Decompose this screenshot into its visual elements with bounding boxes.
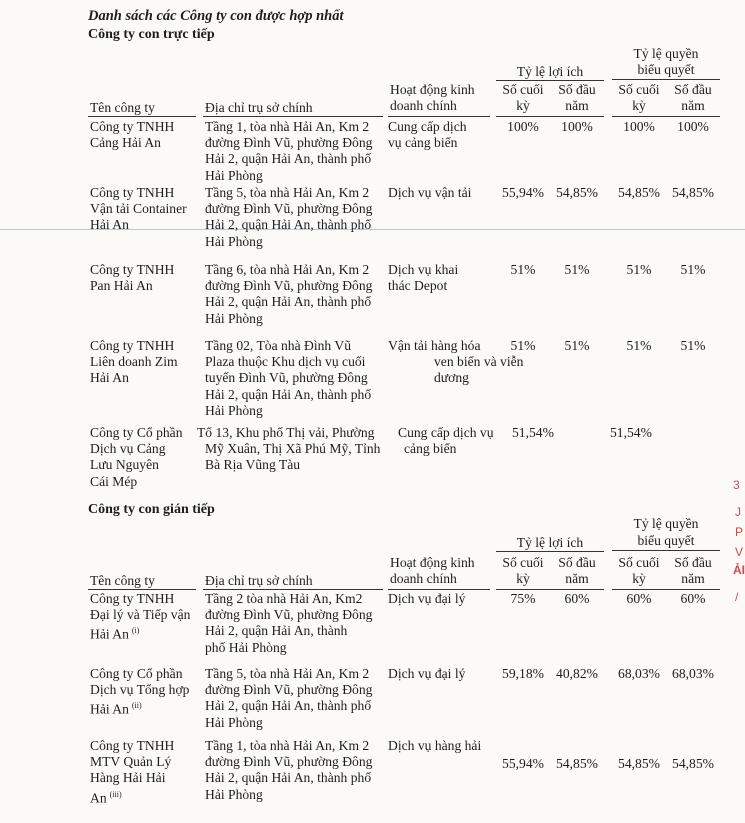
header-end-period: Số cuối [502, 82, 544, 97]
company-name-line: Cái Mép [90, 473, 138, 489]
header-end-period-2: kỳ [516, 98, 530, 113]
header-end-period-2: kỳ [632, 98, 646, 113]
address-line: Tầng 1, tòa nhà Hải An, Km 2 [205, 738, 370, 753]
percent-value: 51% [626, 338, 652, 353]
percent-value: 60% [564, 591, 590, 606]
address-line: Hải 2, quận Hải An, thành phố [205, 294, 372, 310]
address-line: Hải Phòng [205, 167, 263, 183]
company-name-line: Hải An [90, 370, 129, 386]
section-heading-indirect: Công ty con gián tiếp [88, 502, 215, 517]
header-end-period: Số cuối [502, 555, 544, 570]
company-name-line: Liên doanh Zim [90, 354, 178, 370]
company-name-line: Pan Hải An [90, 278, 153, 294]
address-line: Hải 2, quận Hải An, thành phố [205, 770, 372, 786]
header-interest: Tỷ lệ lợi ích [516, 64, 584, 79]
page-title: Danh sách các Công ty con được hợp nhất [88, 8, 344, 24]
percent-value: 51% [680, 338, 706, 353]
company-name-line: Hải An $^{(i)}$ [90, 626, 140, 642]
header-underline [612, 116, 720, 117]
percent-value: 54,85% [556, 756, 598, 771]
company-name-line: Công ty TNHH [90, 591, 175, 606]
percent-value: 60% [680, 591, 706, 606]
address-line: Plaza thuộc Khu dịch vụ cuối [205, 354, 366, 370]
activity-line: Vận tải hàng hóa [388, 338, 481, 353]
address-line: đường Đình Vũ, phường Đông [205, 607, 373, 623]
header-voting-line1: Tỷ lệ quyền [633, 46, 699, 61]
stamp-fragment: ẢI [733, 563, 745, 577]
footnote-marker: (i) [131, 626, 140, 636]
activity-line: vụ cảng biển [388, 135, 458, 151]
percent-value: 100% [623, 119, 655, 134]
header-activity-line2: doanh chính [390, 571, 457, 586]
company-name-line: Đại lý và Tiếp vận [90, 607, 191, 623]
address-line: Hải 2, quận Hải An, thành phố [205, 217, 372, 233]
company-name-line: Công ty Cổ phần [90, 425, 183, 440]
header-voting-line2: biểu quyết [637, 62, 695, 77]
header-end-period-2: kỳ [516, 571, 530, 586]
activity-line: dương [434, 370, 469, 386]
percent-value: 59,18% [502, 666, 544, 681]
footnote-marker: (iii) [109, 789, 122, 799]
header-underline [496, 589, 604, 590]
header-underline [496, 80, 604, 81]
header-interest: Tỷ lệ lợi ích [516, 535, 584, 550]
percent-value: 100% [677, 119, 709, 134]
address-line: đường Đình Vũ, phường Đông [205, 135, 373, 151]
percent-value: 54,85% [672, 185, 714, 200]
stamp-fragment: P [735, 525, 744, 539]
address-line: Hải Phòng [205, 233, 263, 249]
header-begin-year-2: năm [681, 571, 705, 586]
activity-line: thác Depot [388, 278, 448, 294]
company-name-line: Vận tải Container [90, 201, 187, 217]
address-line: Hải 2, quận Hải An, thành phố [205, 151, 372, 167]
address-line: Tầng 2 tòa nhà Hải An, Km2 [205, 591, 363, 606]
activity-line: Dịch vụ vận tải [388, 185, 472, 200]
percent-value: 51,54% [512, 425, 554, 440]
stamp-fragment: J [735, 505, 741, 519]
percent-value: 51% [510, 262, 536, 277]
stamp-fragment: / [735, 590, 739, 604]
activity-line: Dịch vụ khai [388, 262, 459, 277]
percent-value: 60% [626, 591, 652, 606]
address-line: Hải 2, quận Hải An, thành phố [205, 698, 372, 714]
company-name-line: Cảng Hải An [90, 135, 161, 151]
address-line: Hải Phòng [205, 310, 263, 326]
header-company-name: Tên công ty [90, 573, 155, 588]
section-heading-direct: Công ty con trực tiếp [88, 27, 215, 42]
activity-line: Dịch vụ hàng hải [388, 738, 482, 753]
percent-value: 100% [561, 119, 593, 134]
percent-value: 51% [510, 338, 536, 353]
address-line: tuyến Đình Vũ, phường Đông [205, 370, 368, 386]
activity-line: Cung cấp dịch [388, 119, 467, 134]
header-begin-year: Số đầu [558, 555, 596, 570]
percent-value: 51% [626, 262, 652, 277]
company-name-line: Công ty TNHH [90, 738, 175, 753]
percent-value: 51% [564, 262, 590, 277]
activity-line: Dịch vụ đại lý [388, 591, 466, 606]
percent-value: 54,85% [618, 185, 660, 200]
address-line: Tầng 02, Tòa nhà Đình Vũ [205, 338, 351, 353]
address-line: đường Đình Vũ, phường Đông [205, 278, 373, 294]
percent-value: 54,85% [672, 756, 714, 771]
stamp-fragment: V [735, 545, 744, 559]
header-underline [203, 116, 383, 117]
percent-value: 68,03% [618, 666, 660, 681]
header-begin-year: Số đầu [674, 82, 712, 97]
company-name-line: An $^{(iii)}$ [90, 789, 122, 806]
address-line: đường Đình Vũ, phường Đông [205, 201, 373, 217]
address-line: Hải 2, quận Hải An, thành [205, 623, 348, 639]
company-name-line: Hải An $^{(ii)}$ [90, 701, 142, 717]
percent-value: 55,94% [502, 185, 544, 200]
percent-value: 75% [510, 591, 536, 606]
percent-value: 54,85% [556, 185, 598, 200]
header-underline [612, 589, 720, 590]
activity-line: cảng biển [404, 441, 457, 457]
company-name-line: Công ty TNHH [90, 338, 175, 353]
header-underline [612, 550, 720, 551]
address-line: Tổ 13, Khu phố Thị vải, Phường [197, 425, 375, 440]
header-underline [496, 116, 604, 117]
header-voting-line1: Tỷ lệ quyền [633, 516, 699, 531]
header-end-period: Số cuối [618, 555, 660, 570]
percent-value: 100% [507, 119, 539, 134]
address-line: Hải Phòng [205, 786, 263, 802]
activity-line: Cung cấp dịch vụ [398, 425, 494, 440]
header-underline [388, 589, 490, 590]
footnote-marker: (ii) [131, 701, 142, 711]
company-name-line: MTV Quản Lý [90, 754, 172, 770]
address-line: Hải Phòng [205, 402, 263, 418]
address-line: Mỹ Xuân, Thị Xã Phú Mỹ, Tỉnh [205, 441, 381, 457]
company-name-line: Công ty Cổ phần [90, 666, 183, 681]
address-line: Tầng 5, tòa nhà Hải An, Km 2 [205, 185, 370, 200]
header-begin-year-2: năm [681, 98, 705, 113]
header-begin-year-2: năm [565, 98, 589, 113]
header-activity-line1: Hoạt động kinh [390, 555, 475, 570]
address-line: Bà Rịa Vũng Tàu [205, 457, 301, 473]
header-end-period: Số cuối [618, 82, 660, 97]
activity-line: ven biển và viễn [434, 354, 524, 370]
company-name-line: Dịch vụ Cảng [90, 441, 166, 457]
stamp-fragment: 3 [733, 478, 740, 492]
percent-value: 68,03% [672, 666, 714, 681]
header-voting-line2: biểu quyết [637, 533, 695, 548]
company-name-line: Lưu Nguyên [90, 457, 159, 473]
address-line: đường Đình Vũ, phường Đông [205, 682, 373, 698]
address-line: Hải Phòng [205, 714, 263, 730]
percent-value: 40,82% [556, 666, 598, 681]
header-address: Địa chỉ trụ sở chính [205, 100, 313, 115]
address-line: Tầng 5, tòa nhà Hải An, Km 2 [205, 666, 370, 681]
company-name-line: Công ty TNHH [90, 262, 175, 277]
header-company-name: Tên công ty [90, 100, 155, 115]
header-activity-line2: doanh chính [390, 98, 457, 113]
header-address: Địa chỉ trụ sở chính [205, 573, 313, 588]
percent-value: 51% [564, 338, 590, 353]
header-underline [203, 589, 383, 590]
company-name-line: Công ty TNHH [90, 185, 175, 200]
percent-value: 55,94% [502, 756, 544, 771]
address-line: phố Hải Phòng [205, 639, 287, 655]
address-line: Hải 2, quận Hải An, thành phố [205, 386, 372, 402]
company-name-line: Công ty TNHH [90, 119, 175, 134]
header-begin-year-2: năm [565, 571, 589, 586]
address-line: Tầng 6, tòa nhà Hải An, Km 2 [205, 262, 370, 277]
company-name-line: Hải An [90, 217, 129, 233]
header-activity-line1: Hoạt động kinh [390, 82, 475, 97]
company-name-line: Hàng Hải Hải [90, 770, 166, 786]
percent-value: 54,85% [618, 756, 660, 771]
header-begin-year: Số đầu [558, 82, 596, 97]
activity-line: Dịch vụ đại lý [388, 666, 466, 681]
header-underline [388, 116, 490, 117]
header-underline [612, 79, 720, 80]
header-underline [496, 551, 604, 552]
company-name-line: Dịch vụ Tổng hợp [90, 682, 190, 698]
address-line: đường Đình Vũ, phường Đông [205, 754, 373, 770]
address-line: Tầng 1, tòa nhà Hải An, Km 2 [205, 119, 370, 134]
header-end-period-2: kỳ [632, 571, 646, 586]
header-underline [88, 589, 196, 590]
header-begin-year: Số đầu [674, 555, 712, 570]
percent-value: 51,54% [610, 425, 652, 440]
header-underline [88, 116, 196, 117]
percent-value: 51% [680, 262, 706, 277]
